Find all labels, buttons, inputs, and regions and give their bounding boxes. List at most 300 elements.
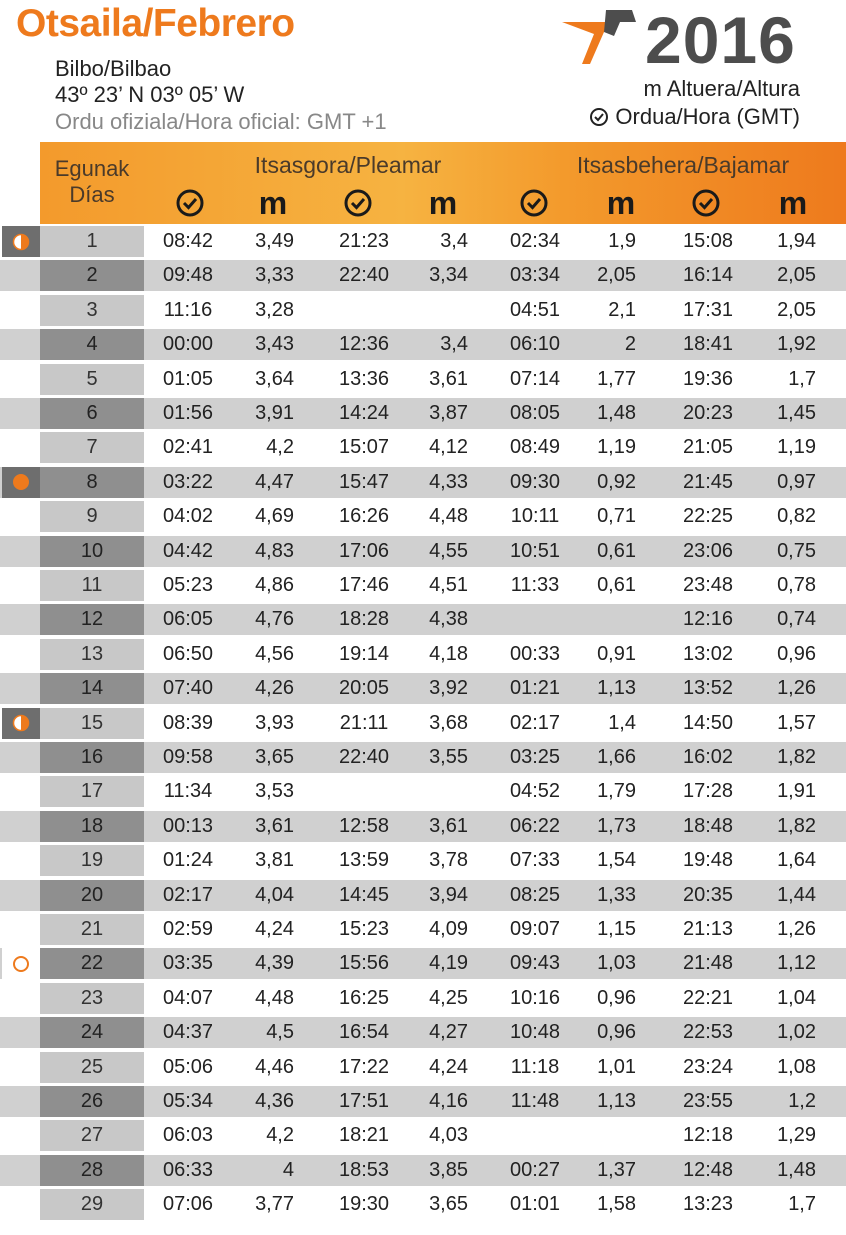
low-tide-time-2: 20:35 bbox=[682, 883, 734, 906]
high-tide-height-1: 3,53 bbox=[255, 780, 294, 803]
high-tide-time-2: 12:36 bbox=[338, 333, 390, 356]
high-tide-height-2: 4,18 bbox=[429, 642, 468, 665]
high-tide-time-2: 20:05 bbox=[338, 677, 390, 700]
low-tide-time-1: 10:48 bbox=[509, 1021, 561, 1044]
low-tide-time-2: 12:16 bbox=[682, 608, 734, 631]
low-tide-height-2: 1,7 bbox=[788, 1193, 816, 1216]
low-tide-height-2: 1,64 bbox=[777, 849, 816, 872]
low-tide-height-1: 1,19 bbox=[597, 436, 636, 459]
high-tide-height-1: 3,64 bbox=[255, 367, 294, 390]
table-row bbox=[0, 811, 846, 842]
high-tide-height-1: 4,48 bbox=[255, 986, 294, 1009]
high-tide-time-1: 00:13 bbox=[162, 814, 214, 837]
high-tide-height-1: 3,77 bbox=[255, 1193, 294, 1216]
high-tide-height-2-header: m bbox=[428, 184, 458, 221]
day-number: 6 bbox=[40, 398, 144, 429]
high-tide-time-1: 02:41 bbox=[162, 436, 214, 459]
low-tide-time-1: 00:33 bbox=[509, 642, 561, 665]
high-tide-time-2: 15:23 bbox=[338, 918, 390, 940]
low-tide-height-2: 1,7 bbox=[788, 367, 816, 390]
low-tide-height-2: 1,82 bbox=[777, 814, 816, 837]
high-tide-height-1: 4,56 bbox=[255, 642, 294, 665]
high-tide-time-2: 16:25 bbox=[338, 986, 390, 1009]
low-tide-time-2: 14:50 bbox=[682, 711, 734, 734]
high-tide-height-1: 3,93 bbox=[255, 711, 294, 734]
high-tide-time-2: 19:14 bbox=[338, 642, 390, 665]
low-tide-time-2: 23:55 bbox=[682, 1090, 734, 1112]
day-number: 3 bbox=[40, 295, 144, 326]
high-tide-height-1-header: m bbox=[258, 184, 288, 221]
location-name: Bilbo/Bilbao bbox=[55, 56, 172, 81]
high-tide-height-1: 4,36 bbox=[255, 1090, 294, 1112]
high-tide-time-2 bbox=[326, 776, 402, 807]
table-row bbox=[0, 604, 846, 635]
high-tide-height-2: 3,94 bbox=[429, 883, 468, 906]
year-label: 2016 bbox=[645, 3, 796, 77]
low-tide-height-1: 1,13 bbox=[597, 677, 636, 700]
day-number: 19 bbox=[40, 845, 144, 876]
high-tide-height-1: 3,65 bbox=[255, 746, 294, 768]
low-tide-height-2: 1,57 bbox=[777, 711, 816, 734]
high-tide-time-1: 05:23 bbox=[162, 574, 214, 596]
low-tide-height-1: 2,05 bbox=[597, 264, 636, 287]
high-tide-height-2 bbox=[400, 295, 468, 326]
day-number: 16 bbox=[40, 742, 144, 773]
low-tide-time-2: 13:52 bbox=[682, 677, 734, 700]
low-tide-time-1: 08:05 bbox=[509, 402, 561, 424]
high-tide-time-2: 18:53 bbox=[338, 1158, 390, 1181]
low-tide-height-1: 0,61 bbox=[597, 574, 636, 596]
high-tide-height-2: 4,03 bbox=[429, 1124, 468, 1147]
high-tide-height-1: 4,76 bbox=[255, 608, 294, 631]
low-tide-time-1: 03:25 bbox=[509, 746, 561, 768]
low-tide-time-1: 08:49 bbox=[509, 436, 561, 459]
high-tide-height-2: 4,55 bbox=[429, 539, 468, 562]
table-row bbox=[0, 467, 846, 498]
low-tide-time-2: 20:23 bbox=[682, 402, 734, 424]
low-tide-time-2: 16:02 bbox=[682, 746, 734, 768]
day-number: 27 bbox=[40, 1120, 144, 1151]
low-tide-height-2: 0,97 bbox=[777, 470, 816, 493]
legend-time-label: Ordua/Hora (GMT) bbox=[615, 104, 800, 129]
day-number: 11 bbox=[40, 570, 144, 601]
low-tide-time-1: 10:11 bbox=[510, 505, 560, 528]
high-tide-time-2: 17:22 bbox=[338, 1055, 390, 1078]
low-tide-height-2: 1,2 bbox=[788, 1090, 816, 1112]
low-tide-time-1: 01:01 bbox=[509, 1193, 561, 1216]
table-row bbox=[0, 1017, 846, 1048]
high-tide-height-1: 3,28 bbox=[255, 298, 294, 321]
low-tide-height-2: 1,12 bbox=[777, 952, 816, 975]
low-tide-height-1: 0,96 bbox=[597, 1021, 636, 1044]
low-tide-height-2: 1,92 bbox=[777, 333, 816, 356]
new-moon-icon bbox=[12, 473, 30, 491]
high-tide-time-1: 01:24 bbox=[162, 849, 214, 872]
low-tide-height-2: 1,04 bbox=[777, 986, 816, 1009]
low-tide-height-2: 0,82 bbox=[777, 505, 816, 528]
day-number: 9 bbox=[40, 501, 144, 532]
table-row bbox=[0, 226, 846, 257]
day-number: 23 bbox=[40, 983, 144, 1014]
high-tide-time-1: 06:05 bbox=[162, 608, 214, 631]
low-tide-height-1: 0,61 bbox=[597, 539, 636, 562]
low-tide-height-1: 1,54 bbox=[597, 849, 636, 872]
high-tide-time-1: 03:35 bbox=[162, 952, 214, 975]
low-tide-height-1: 1,48 bbox=[597, 402, 636, 424]
high-tide-height-1: 3,81 bbox=[255, 849, 294, 872]
high-tide-time-2: 19:30 bbox=[338, 1193, 390, 1216]
low-tide-height-1: 0,96 bbox=[597, 986, 636, 1009]
low-tide-height-2: 1,82 bbox=[777, 746, 816, 768]
low-tide-time-1: 11:48 bbox=[510, 1090, 560, 1112]
location-coordinates: 43º 23’ N 03º 05’ W bbox=[55, 82, 245, 107]
day-number: 13 bbox=[40, 639, 144, 670]
high-tide-height-2: 3,68 bbox=[429, 711, 468, 734]
low-tide-height-1: 1,66 bbox=[597, 746, 636, 768]
low-tide-time-2: 21:48 bbox=[682, 952, 734, 975]
high-tide-height-2: 3,4 bbox=[440, 230, 468, 252]
high-tide-height-1: 3,61 bbox=[255, 814, 294, 837]
table-row bbox=[0, 432, 846, 463]
clock-icon bbox=[343, 188, 373, 218]
clock-icon bbox=[691, 188, 721, 218]
high-tide-time-1: 11:16 bbox=[163, 298, 213, 321]
low-tide-time-2: 13:02 bbox=[682, 642, 734, 665]
low-tide-time-2: 21:05 bbox=[682, 436, 734, 459]
low-tide-time-1: 06:22 bbox=[509, 814, 561, 837]
high-tide-time-1: 01:05 bbox=[162, 367, 214, 390]
high-tide-height-2: 3,87 bbox=[429, 402, 468, 424]
official-time-note: Ordu ofiziala/Hora oficial: GMT +1 bbox=[55, 109, 387, 134]
high-tide-height-2: 4,27 bbox=[429, 1021, 468, 1044]
high-tide-height-2: 4,19 bbox=[429, 952, 468, 975]
high-tide-height-1: 3,33 bbox=[255, 264, 294, 287]
high-tide-height-1: 4,26 bbox=[255, 677, 294, 700]
high-tide-time-2: 17:06 bbox=[338, 539, 390, 562]
clock-icon bbox=[589, 107, 609, 127]
low-tide-time-2: 23:24 bbox=[682, 1055, 734, 1078]
high-tide-height-2: 4,24 bbox=[429, 1055, 468, 1078]
high-tide-time-1: 11:34 bbox=[163, 780, 213, 803]
high-tide-height-1: 3,43 bbox=[255, 333, 294, 356]
high-tide-time-2: 18:28 bbox=[338, 608, 390, 631]
day-number: 20 bbox=[40, 880, 144, 911]
high-tide-height-1: 4,24 bbox=[255, 918, 294, 940]
low-tide-height-1: 1,77 bbox=[597, 367, 636, 390]
high-tide-height-2: 4,25 bbox=[429, 986, 468, 1009]
day-number: 17 bbox=[40, 776, 144, 807]
high-tide-time-1: 01:56 bbox=[162, 402, 214, 424]
high-tide-time-2: 13:36 bbox=[338, 367, 390, 390]
table-row bbox=[0, 1155, 846, 1186]
low-tide-time-2: 18:48 bbox=[682, 814, 734, 837]
day-number: 14 bbox=[40, 673, 144, 704]
high-tide-time-1: 04:02 bbox=[162, 505, 214, 528]
high-tide-height-2 bbox=[400, 776, 468, 807]
low-tide-time-1: 02:17 bbox=[509, 711, 561, 734]
low-tide-time-2: 22:53 bbox=[682, 1021, 734, 1044]
high-tide-time-2: 22:40 bbox=[338, 264, 390, 287]
high-tide-time-2: 22:40 bbox=[338, 746, 390, 768]
low-tide-height-1 bbox=[570, 604, 636, 635]
day-number: 7 bbox=[40, 432, 144, 463]
low-tide-time-1: 02:34 bbox=[509, 230, 561, 252]
high-tide-time-1: 05:06 bbox=[162, 1055, 214, 1078]
low-tide-time-1 bbox=[497, 1120, 573, 1151]
high-tide-height-2: 3,61 bbox=[429, 367, 468, 390]
moon-phase-marker bbox=[2, 948, 40, 979]
high-tide-time-1: 07:40 bbox=[162, 677, 214, 700]
high-tide-height-1: 4,47 bbox=[255, 470, 294, 493]
high-tide-time-1: 02:59 bbox=[162, 918, 214, 940]
low-tide-time-1: 11:18 bbox=[510, 1055, 560, 1078]
moon-phase-marker bbox=[2, 226, 40, 257]
low-tide-height-1 bbox=[570, 1120, 636, 1151]
low-tide-time-1: 06:10 bbox=[509, 333, 561, 356]
table-row bbox=[0, 880, 846, 911]
day-number: 29 bbox=[40, 1189, 144, 1220]
high-tide-time-1: 08:42 bbox=[162, 230, 214, 252]
day-number: 25 bbox=[40, 1052, 144, 1083]
high-tide-time-2: 13:59 bbox=[338, 849, 390, 872]
day-number: 5 bbox=[40, 364, 144, 395]
low-tide-time-1: 04:51 bbox=[509, 298, 561, 321]
table-row bbox=[0, 673, 846, 704]
low-tide-height-2: 1,94 bbox=[777, 230, 816, 252]
low-tide-time-1: 11:33 bbox=[510, 574, 560, 596]
low-tide-time-2: 17:31 bbox=[682, 298, 734, 321]
table-row bbox=[0, 1120, 846, 1151]
high-tide-height-1: 4,04 bbox=[255, 883, 294, 906]
table-header bbox=[40, 142, 846, 224]
page-title: Otsaila/Febrero bbox=[16, 2, 295, 45]
table-row bbox=[0, 1086, 846, 1117]
day-number: 10 bbox=[40, 536, 144, 567]
low-tide-height-1: 0,71 bbox=[597, 505, 636, 528]
high-tide-height-1: 4 bbox=[282, 1158, 294, 1181]
high-tide-height-2: 4,51 bbox=[429, 574, 468, 596]
high-tide-time-2: 12:58 bbox=[338, 814, 390, 837]
low-tide-height-2: 1,26 bbox=[777, 677, 816, 700]
low-tide-time-2: 23:06 bbox=[682, 539, 734, 562]
high-tide-height-2: 3,4 bbox=[440, 333, 468, 356]
days-header-basque: Egunak bbox=[54, 156, 130, 181]
low-tide-height-2: 2,05 bbox=[777, 298, 816, 321]
low-tide-height-2: 1,45 bbox=[777, 402, 816, 424]
high-tide-time-2: 18:21 bbox=[338, 1124, 390, 1147]
low-tide-time-2: 22:21 bbox=[682, 986, 734, 1009]
high-tide-height-1: 4,83 bbox=[255, 539, 294, 562]
day-number: 4 bbox=[40, 329, 144, 360]
day-number: 24 bbox=[40, 1017, 144, 1048]
high-tide-time-2: 16:54 bbox=[338, 1021, 390, 1044]
high-tide-height-2: 3,65 bbox=[429, 1193, 468, 1216]
table-row bbox=[0, 501, 846, 532]
high-tide-time-2: 14:45 bbox=[338, 883, 390, 906]
low-tide-time-2-header bbox=[678, 186, 734, 220]
high-tide-height-1: 4,2 bbox=[266, 436, 294, 459]
low-tide-time-2: 22:25 bbox=[682, 505, 734, 528]
legend-time bbox=[589, 104, 800, 130]
low-tide-height-2: 0,78 bbox=[777, 574, 816, 596]
low-tide-time-1: 09:43 bbox=[509, 952, 561, 975]
high-tide-time-1: 06:50 bbox=[162, 642, 214, 665]
low-tide-height-1: 2 bbox=[624, 333, 636, 356]
high-tide-height-2: 4,38 bbox=[429, 608, 468, 631]
high-tide-height-1: 4,5 bbox=[266, 1021, 294, 1044]
low-tide-height-1: 1,4 bbox=[608, 711, 636, 734]
low-tide-height-2: 1,02 bbox=[777, 1021, 816, 1044]
table-row bbox=[0, 1189, 846, 1220]
low-tide-time-2: 21:45 bbox=[682, 470, 734, 493]
high-tide-time-2: 16:26 bbox=[338, 505, 390, 528]
low-tide-height-1: 2,1 bbox=[608, 298, 636, 321]
low-tide-time-2: 23:48 bbox=[682, 574, 734, 596]
day-number: 2 bbox=[40, 260, 144, 291]
table-row bbox=[0, 364, 846, 395]
clock-icon bbox=[175, 188, 205, 218]
high-tide-time-1: 06:03 bbox=[162, 1124, 214, 1147]
clock-icon bbox=[519, 188, 549, 218]
table-row bbox=[0, 914, 846, 945]
high-tide-time-1: 05:34 bbox=[162, 1090, 214, 1112]
high-tide-height-1: 4,69 bbox=[255, 505, 294, 528]
days-column-header bbox=[40, 156, 144, 208]
first-quarter-moon-icon bbox=[12, 233, 30, 251]
high-tide-time-1: 06:33 bbox=[162, 1158, 214, 1181]
table-row bbox=[0, 948, 846, 979]
high-tide-time-1: 07:06 bbox=[162, 1193, 214, 1216]
high-tide-height-1: 3,49 bbox=[255, 230, 294, 252]
high-tide-time-2: 17:46 bbox=[338, 574, 390, 596]
table-row bbox=[0, 983, 846, 1014]
high-tide-time-1: 00:00 bbox=[162, 333, 214, 356]
low-tide-time-1: 01:21 bbox=[509, 677, 561, 700]
day-number: 15 bbox=[40, 708, 144, 739]
day-number: 21 bbox=[40, 914, 144, 945]
high-tide-height-2: 3,55 bbox=[429, 746, 468, 768]
table-row bbox=[0, 570, 846, 601]
day-number: 8 bbox=[40, 467, 144, 498]
high-tide-time-2: 15:07 bbox=[338, 436, 390, 459]
low-tide-time-2: 12:48 bbox=[682, 1158, 734, 1181]
low-tide-header: Itsasbehera/Bajamar bbox=[576, 152, 790, 178]
day-number: 1 bbox=[40, 226, 144, 257]
low-tide-time-1-header bbox=[506, 186, 562, 220]
full-moon-icon bbox=[12, 955, 30, 973]
high-tide-height-2: 3,85 bbox=[429, 1158, 468, 1181]
low-tide-height-2: 1,48 bbox=[777, 1158, 816, 1181]
high-tide-time-2: 15:56 bbox=[338, 952, 390, 975]
table-row bbox=[0, 295, 846, 326]
low-tide-height-1: 0,92 bbox=[597, 470, 636, 493]
low-tide-height-1: 1,79 bbox=[597, 780, 636, 803]
high-tide-height-1: 4,46 bbox=[255, 1055, 294, 1078]
low-tide-height-2: 2,05 bbox=[777, 264, 816, 287]
high-tide-time-1: 09:58 bbox=[162, 746, 214, 768]
table-row bbox=[0, 536, 846, 567]
low-tide-time-1: 08:25 bbox=[509, 883, 561, 906]
high-tide-time-2: 15:47 bbox=[338, 470, 390, 493]
days-header-spanish: Días bbox=[69, 182, 115, 207]
low-tide-time-2: 15:08 bbox=[682, 230, 734, 252]
low-tide-time-2: 18:41 bbox=[682, 333, 734, 356]
low-tide-height-1: 1,15 bbox=[597, 918, 636, 940]
low-tide-height-1: 1,58 bbox=[597, 1193, 636, 1216]
low-tide-time-1: 00:27 bbox=[509, 1158, 561, 1181]
high-tide-time-1: 04:42 bbox=[162, 539, 214, 562]
high-tide-time-2 bbox=[326, 295, 402, 326]
low-tide-time-1: 07:14 bbox=[509, 367, 561, 390]
moon-phase-marker bbox=[2, 467, 40, 498]
high-tide-time-1: 02:17 bbox=[162, 883, 214, 906]
table-row bbox=[0, 708, 846, 739]
high-tide-height-2: 4,12 bbox=[429, 436, 468, 459]
low-tide-height-1: 1,13 bbox=[597, 1090, 636, 1112]
day-number: 28 bbox=[40, 1155, 144, 1186]
first-quarter-moon-icon bbox=[12, 714, 30, 732]
low-tide-time-2: 17:28 bbox=[682, 780, 734, 803]
high-tide-time-1: 09:48 bbox=[162, 264, 214, 287]
high-tide-time-1-header bbox=[162, 186, 218, 220]
high-tide-time-2: 17:51 bbox=[338, 1090, 390, 1112]
legend-height: m Altuera/Altura bbox=[643, 76, 800, 101]
day-number: 18 bbox=[40, 811, 144, 842]
moon-phase-marker bbox=[2, 708, 40, 739]
table-row bbox=[0, 398, 846, 429]
table-row bbox=[0, 329, 846, 360]
high-tide-height-2: 4,16 bbox=[429, 1090, 468, 1112]
high-tide-time-2: 21:11 bbox=[339, 711, 389, 734]
high-tide-height-2: 3,92 bbox=[429, 677, 468, 700]
high-tide-height-2: 3,61 bbox=[429, 814, 468, 837]
low-tide-height-1: 0,91 bbox=[597, 642, 636, 665]
high-tide-height-2: 4,48 bbox=[429, 505, 468, 528]
low-tide-time-1: 10:16 bbox=[509, 986, 561, 1009]
high-tide-height-1: 4,39 bbox=[255, 952, 294, 975]
low-tide-height-1: 1,37 bbox=[597, 1158, 636, 1181]
low-tide-height-1: 1,9 bbox=[608, 230, 636, 252]
low-tide-time-1: 10:51 bbox=[509, 539, 561, 562]
table-row bbox=[0, 776, 846, 807]
low-tide-height-2: 1,19 bbox=[777, 436, 816, 459]
high-tide-header: Itsasgora/Pleamar bbox=[254, 152, 442, 178]
high-tide-time-2: 21:23 bbox=[338, 230, 390, 252]
low-tide-height-1: 1,73 bbox=[597, 814, 636, 837]
high-tide-height-1: 4,2 bbox=[266, 1124, 294, 1147]
low-tide-height-2: 1,29 bbox=[777, 1124, 816, 1147]
low-tide-height-1: 1,33 bbox=[597, 883, 636, 906]
low-tide-time-1: 09:07 bbox=[509, 918, 561, 940]
low-tide-height-1-header: m bbox=[606, 184, 636, 221]
high-tide-height-2: 3,78 bbox=[429, 849, 468, 872]
high-tide-time-1: 04:07 bbox=[162, 986, 214, 1009]
high-tide-height-2: 4,33 bbox=[429, 470, 468, 493]
table-row bbox=[0, 742, 846, 773]
table-row bbox=[0, 845, 846, 876]
table-row bbox=[0, 260, 846, 291]
low-tide-time-2: 12:18 bbox=[682, 1124, 734, 1147]
high-tide-time-2: 14:24 bbox=[338, 402, 390, 424]
high-tide-height-1: 3,91 bbox=[255, 402, 294, 424]
day-number: 26 bbox=[40, 1086, 144, 1117]
high-tide-height-2: 4,09 bbox=[429, 918, 468, 940]
low-tide-time-1: 07:33 bbox=[509, 849, 561, 872]
low-tide-height-1: 1,01 bbox=[597, 1055, 636, 1078]
low-tide-height-2: 1,26 bbox=[777, 918, 816, 940]
high-tide-time-1: 04:37 bbox=[162, 1021, 214, 1044]
low-tide-time-1: 09:30 bbox=[509, 470, 561, 493]
